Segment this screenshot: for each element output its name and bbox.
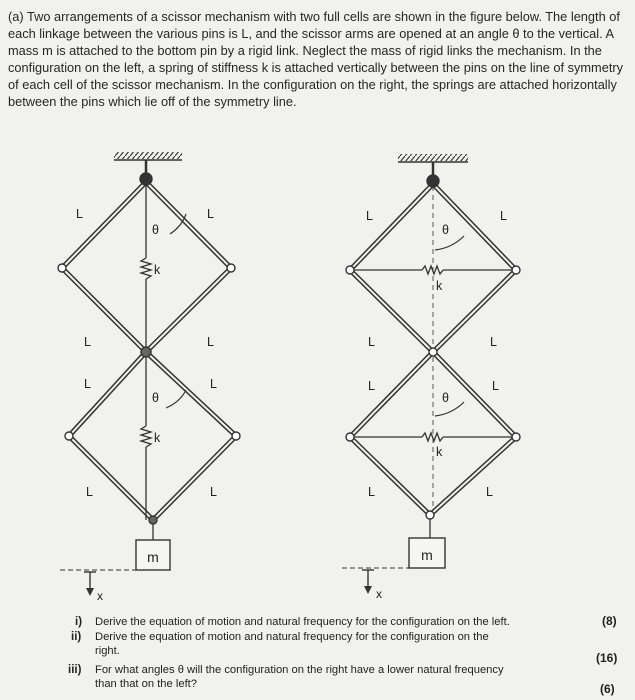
left-theta-top: θ [152,223,159,237]
right-L-4: L [490,335,497,349]
right-L-7: L [368,485,375,499]
right-L-5: L [368,379,375,393]
left-L-4: L [207,335,214,349]
question-2-number: ii) [71,631,82,643]
question-3-text-line2: than that on the left? [95,678,198,690]
question-3-marks: (6) [600,682,615,696]
right-L-3: L [368,335,375,349]
left-L-1: L [76,207,83,221]
question-1-marks: (8) [602,614,617,628]
right-theta-bottom: θ [442,391,449,405]
left-k-bottom: k [154,431,161,445]
question-3-number: iii) [68,664,82,676]
question-3-text-line1: For what angles θ will the configuration on the right have a lower natural frequency [95,664,504,676]
right-L-8: L [486,485,493,499]
right-disp-label: x [376,587,382,601]
left-L-5: L [84,377,91,391]
problem-label: (a) [8,9,24,24]
left-L-8: L [210,485,217,499]
right-configuration [342,154,520,601]
left-mass-label: m [147,549,159,565]
right-L-6: L [492,379,499,393]
right-ceiling [398,154,468,161]
left-L-3: L [84,335,91,349]
left-L-7: L [86,485,93,499]
right-theta-top: θ [442,223,449,237]
right-angle-arc-top [435,236,464,250]
left-theta-bottom: θ [152,391,159,405]
left-L-2: L [207,207,214,221]
question-2-text-line1: Derive the equation of motion and natural frequency for the configuration on the [95,631,489,643]
left-k-top: k [154,263,161,277]
right-L-2: L [500,209,507,223]
left-configuration [58,152,240,603]
right-angle-arc-bottom [435,402,464,416]
question-2-marks: (16) [596,651,618,665]
problem-text: Two arrangements of a scissor mechanism with two full cells are shown in the figure below. The length of each linkage between the various pins is L, and the scissor arms are opened at an angle θ to the vertical. A mass m is attached to the bottom pin by a rigid link. Neglect the mass of rigid links the mechanism. In the configuration on the left, a spring of stiffness k is attached vertically between the pins on the line of symmetry of each cell of the scissor mechanism. In the configuration on the right, the springs are attached horizontally between the pins which lie off of the symmetry line. [8,9,624,109]
right-k-bottom: k [436,445,443,459]
left-L-6: L [210,377,217,391]
left-angle-arc-bottom [166,390,186,408]
question-2-text-line2: right. [95,645,120,657]
question-1-text: Derive the equation of motion and natural frequency for the configuration on the left. [95,616,510,628]
question-1-number: i) [75,616,83,628]
right-L-1: L [366,209,373,223]
left-ceiling [114,152,182,159]
left-disp-label: x [97,589,103,603]
right-k-top: k [436,279,443,293]
right-mass-label: m [421,547,433,563]
